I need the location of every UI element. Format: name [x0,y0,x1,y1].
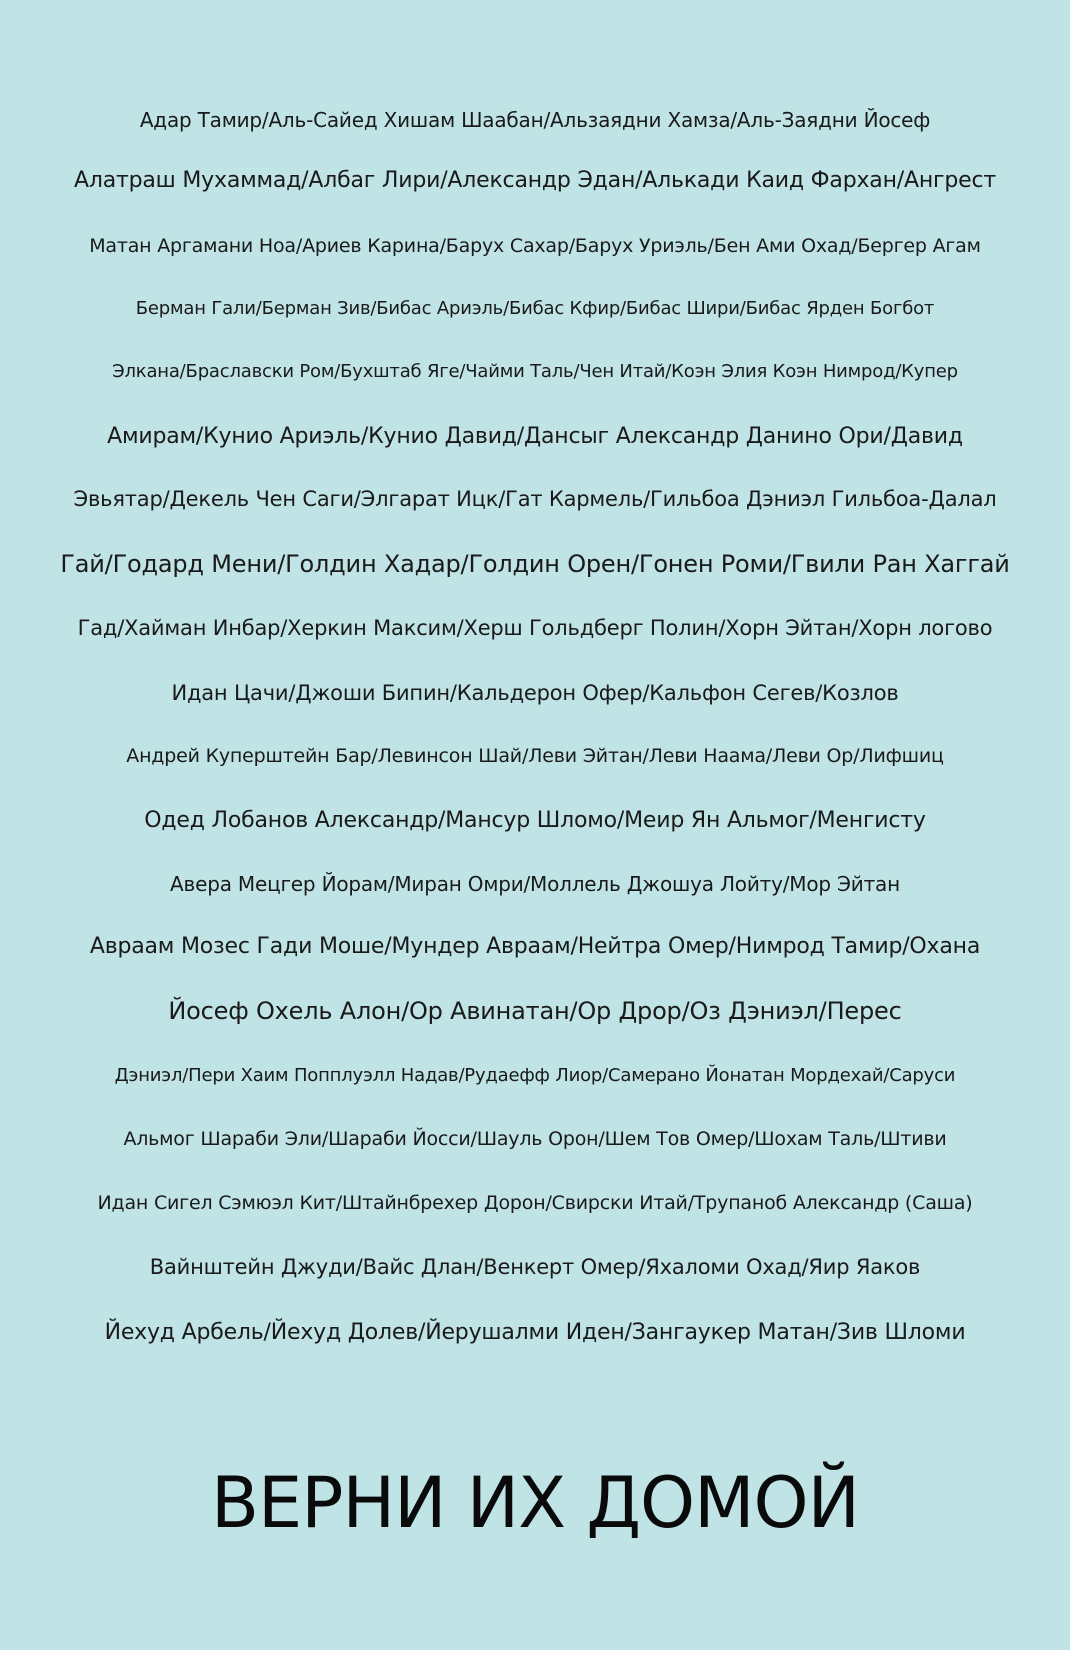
name-line-5: Элкана/Браславски Ром/Бухштаб Яге/Чайми Таль/Чен Итай/Коэн Элия Коэн Нимрод/Купер [112,361,958,382]
name-line-17: Альмог Шараби Эли/Шараби Йосси/Шауль Орон/Шем Тов Омер/Шохам Таль/Штиви [123,1128,947,1150]
name-line-11: Андрей Куперштейн Бар/Левинсон Шай/Леви Эйтан/Леви Наама/Леви Ор/Лифшиц [126,745,944,767]
name-line-16: Дэниэл/Пери Хаим Попплуэлл Надав/Рудаефф Лиор/Самерано Йонатан Мордехай/Саруси [114,1065,956,1086]
name-line-2: Алатраш Мухаммад/Албаг Лири/Александр Эдан/Алькади Каид Фархан/Ангрест [74,168,996,193]
name-line-7: Эвьятар/Декель Чен Саги/Элгарат Ицк/Гат Кармель/Гильбоа Дэниэл Гильбоа-Далал [73,487,997,511]
name-line-20: Йехуд Арбель/Йехуд Долев/Йерушалми Иден/Зангаукер Матан/Зив Шломи [104,1320,966,1345]
name-line-13: Авера Мецгер Йорам/Миран Омри/Моллель Джошуа Лойту/Мор Эйтан [170,872,900,896]
name-line-14: Авраам Мозес Гади Моше/Мундер Авраам/Нейтра Омер/Нимрод Тамир/Охана [89,934,981,959]
name-line-4: Берман Гали/Берман Зив/Бибас Ариэль/Бибас Кфир/Бибас Шири/Бибас Ярден Богбот [135,298,935,319]
name-line-6: Амирам/Кунио Ариэль/Кунио Давид/Дансыг Александр Данино Ори/Давид [107,424,963,449]
headline: ВЕРНИ ИХ ДОМОЙ [211,1462,859,1544]
name-line-1: Адар Тамир/Аль-Сайед Хишам Шаабан/Альзаядни Хамза/Аль-Заядни Йосеф [139,108,931,132]
name-line-12: Одед Лобанов Александр/Мансур Шломо/Меир Ян Альмог/Менгисту [144,808,926,833]
name-line-3: Матан Аргамани Ноа/Ариев Карина/Барух Сахар/Барух Уриэль/Бен Ами Охад/Бергер Агам [89,235,981,257]
name-line-8: Гай/Годард Мени/Голдин Хадар/Голдин Орен/Гонен Роми/Гвили Ран Хаггай [60,550,1010,578]
name-line-9: Гад/Хайман Инбар/Херкин Максим/Херш Гольдберг Полин/Хорн Эйтан/Хорн логово [77,616,993,640]
name-line-15: Йосеф Охель Алон/Ор Авинатан/Ор Дрор/Оз Дэниэл/Перес [168,997,902,1025]
name-line-10: Идан Цачи/Джоши Бипин/Кальдерон Офер/Кальфон Сегев/Козлов [171,681,899,705]
name-line-19: Вайнштейн Джуди/Вайс Длан/Венкерт Омер/Яхаломи Охад/Яир Яаков [149,1255,921,1279]
name-line-18: Идан Сигел Сэмюэл Кит/Штайнбрехер Дорон/Свирски Итай/Трупаноб Александр (Саша) [97,1192,973,1214]
